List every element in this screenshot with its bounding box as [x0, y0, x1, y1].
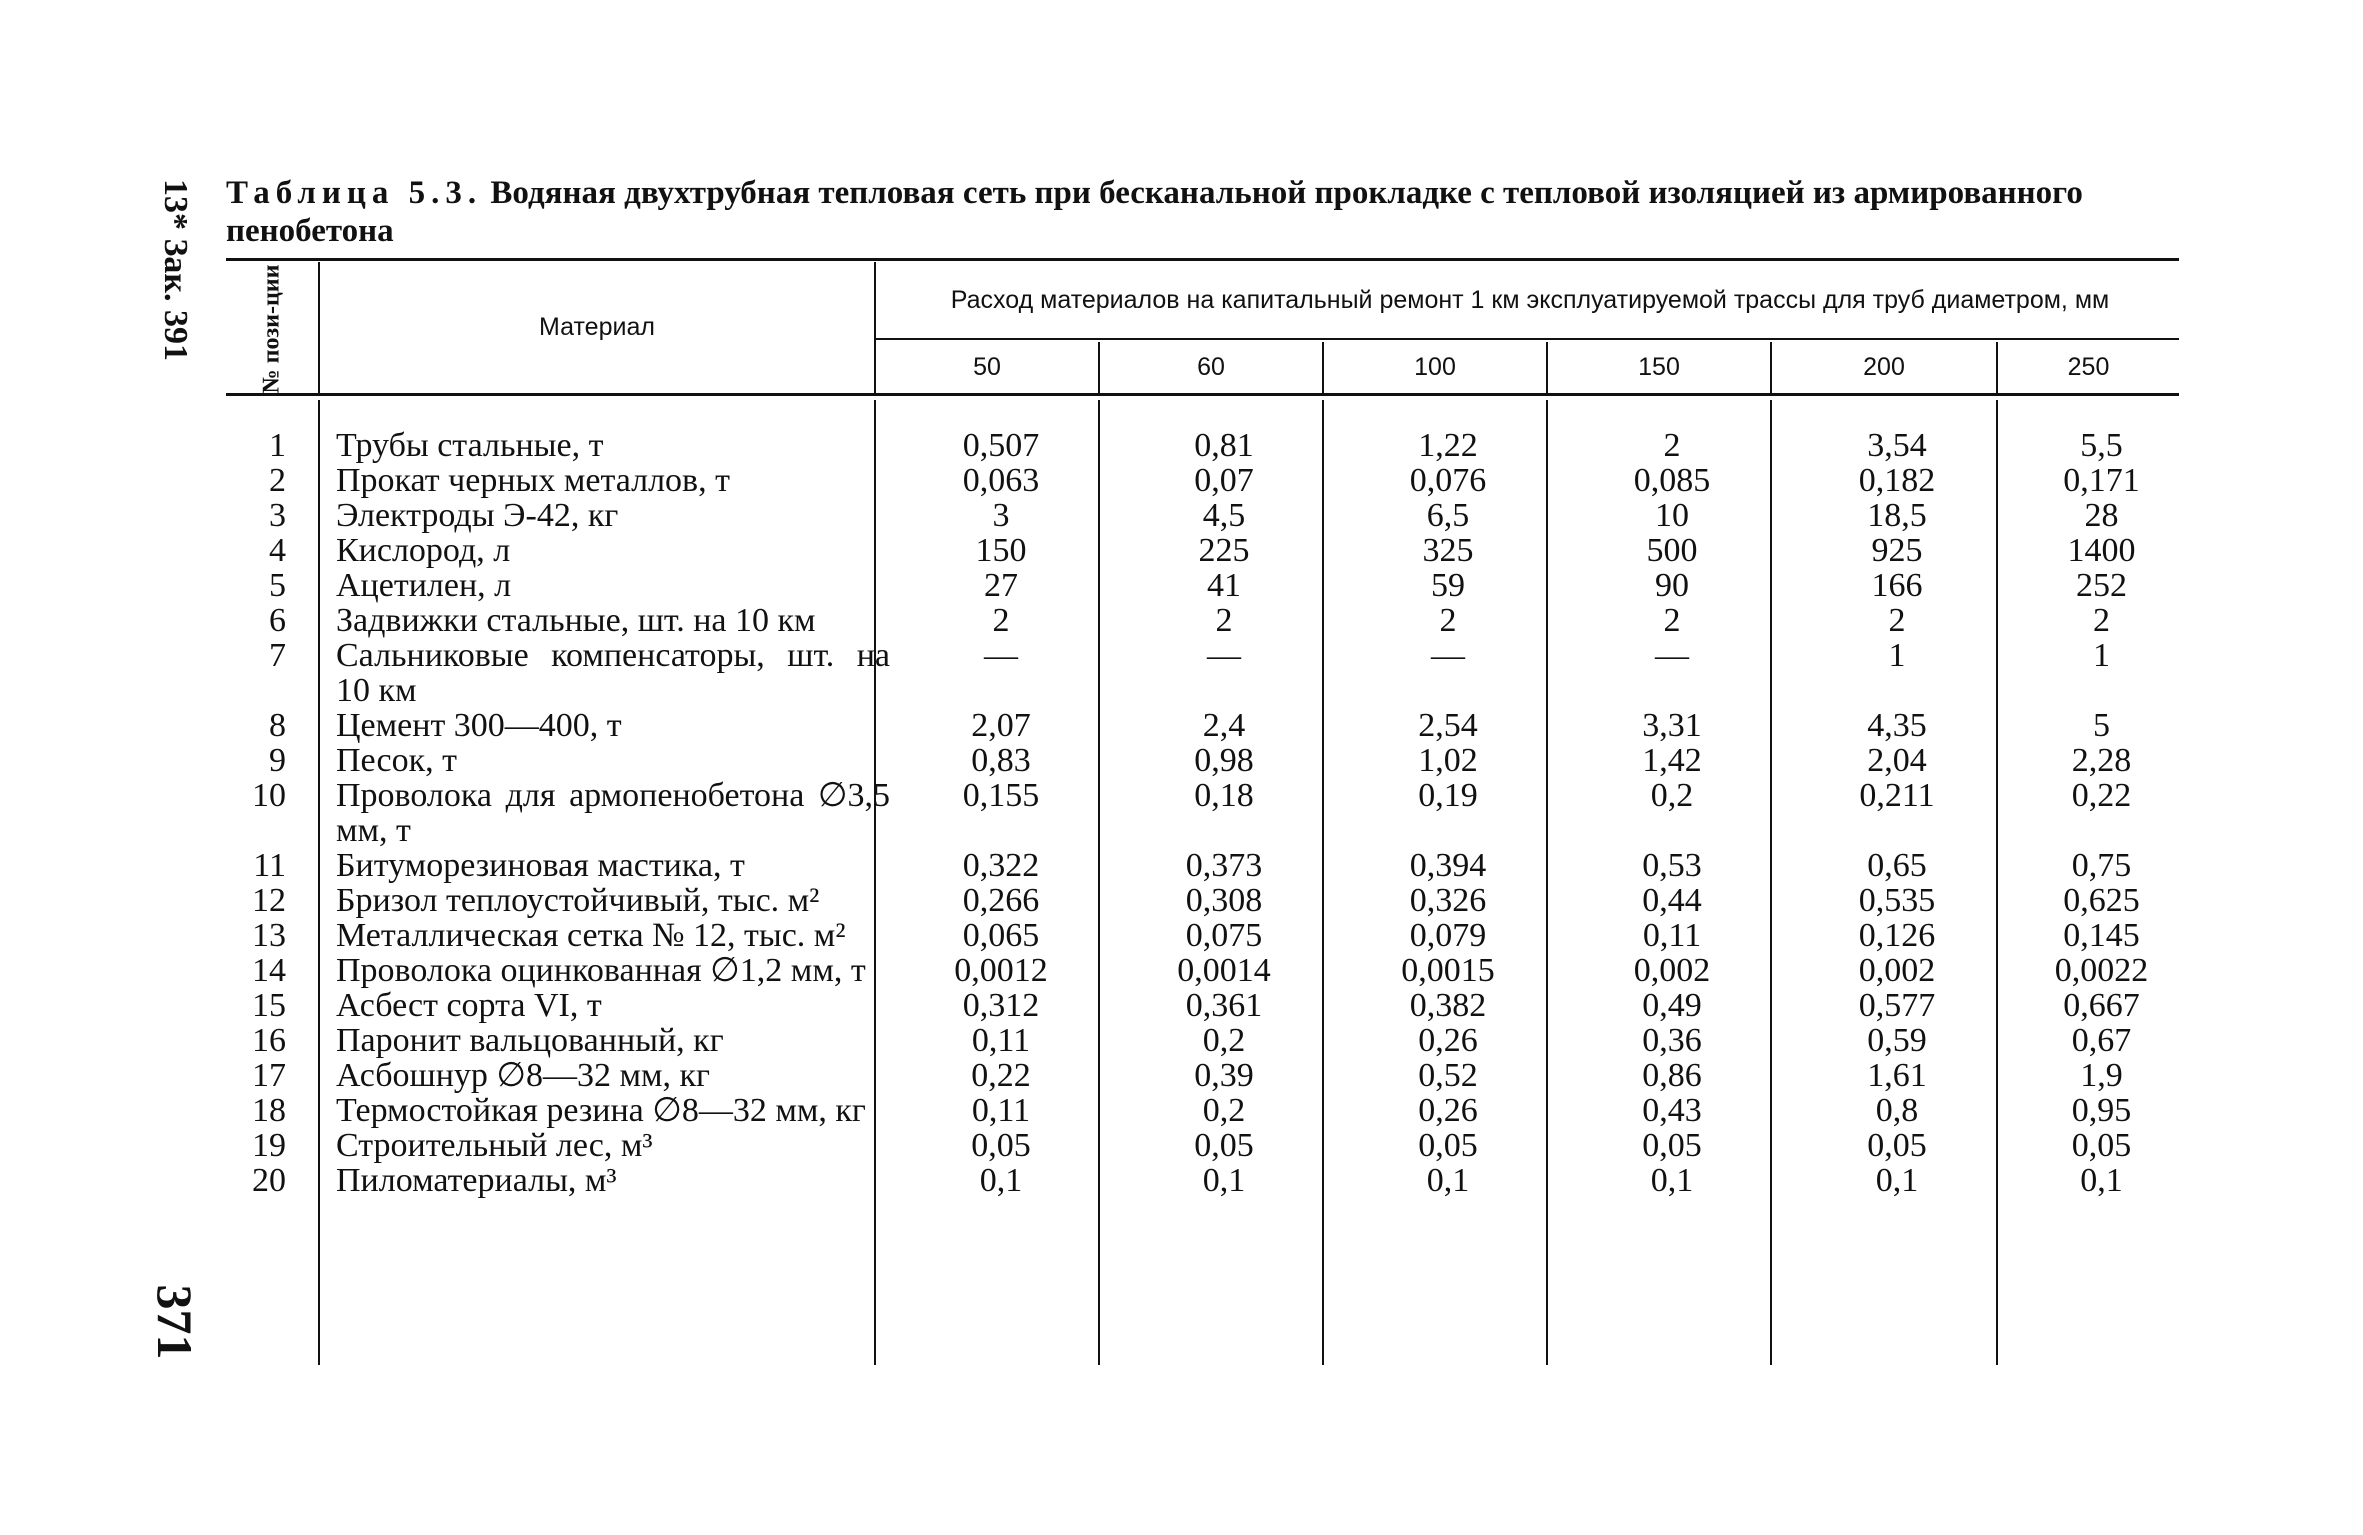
expense-value: 0,182 — [1858, 462, 1936, 499]
expense-value: 0,266 — [962, 882, 1040, 919]
expense-value: 0,22 — [971, 1057, 1031, 1094]
expense-value: 2 — [2093, 602, 2110, 639]
expense-value: 0,83 — [971, 742, 1031, 779]
expense-value: 0,063 — [962, 462, 1040, 499]
table-top-rule — [226, 258, 2179, 261]
expense-value: 2,54 — [1418, 707, 1478, 744]
material-name: Трубы стальные, т — [336, 427, 604, 464]
expense-value: 0,535 — [1858, 882, 1936, 919]
expense-value: 5 — [2093, 707, 2110, 744]
material-name: Проволока оцинкованная ∅1,2 мм, т — [336, 952, 866, 989]
expense-value: 0,86 — [1642, 1057, 1702, 1094]
expense-value: 0,59 — [1867, 1022, 1927, 1059]
expense-value: 252 — [2076, 567, 2127, 604]
position-number: 20 — [252, 1162, 286, 1199]
expense-value: 5,5 — [2080, 427, 2123, 464]
expense-value: 0,2 — [1202, 1092, 1246, 1129]
expense-value: 0,1 — [1650, 1162, 1694, 1199]
expense-value: 2,04 — [1867, 742, 1927, 779]
table-row — [232, 1058, 2193, 1093]
expense-value: 150 — [975, 532, 1027, 569]
expense-value: 0,2 — [1650, 777, 1694, 814]
expense-value: 0,26 — [1418, 1022, 1478, 1059]
expense-value: — — [984, 637, 1018, 674]
material-name: Паронит вальцованный, кг — [336, 1022, 724, 1059]
expense-value: 0,26 — [1418, 1092, 1478, 1129]
expense-value: 0,05 — [2071, 1127, 2132, 1164]
expense-value: 0,065 — [962, 917, 1040, 954]
expense-value: 0,52 — [1418, 1057, 1478, 1094]
position-number: 6 — [269, 602, 286, 639]
table-caption — [226, 174, 2176, 250]
position-number: 11 — [253, 847, 286, 884]
expense-value: 0,2 — [1202, 1022, 1246, 1059]
expense-value: 0,98 — [1194, 742, 1254, 779]
table-row — [232, 1163, 2193, 1198]
table-row — [232, 918, 2193, 953]
expense-value: 0,0015 — [1401, 952, 1495, 989]
expense-value: 0,81 — [1194, 427, 1254, 464]
expense-value: 0,1 — [979, 1162, 1023, 1199]
table-row — [232, 743, 2193, 778]
expense-value: 0,05 — [1418, 1127, 1478, 1164]
table-row — [232, 778, 2193, 848]
expense-value: 0,361 — [1185, 987, 1263, 1024]
position-number: 3 — [269, 497, 286, 534]
expense-value: 0,65 — [1867, 847, 1927, 884]
expense-value: 0,308 — [1185, 882, 1263, 919]
expense-value: 0,625 — [2063, 882, 2140, 919]
expense-value: 0,8 — [1875, 1092, 1919, 1129]
expense-value: 0,1 — [1426, 1162, 1470, 1199]
expense-value: 2 — [1439, 602, 1457, 639]
expense-value: 1,42 — [1642, 742, 1702, 779]
material-name: Битуморезиновая мастика, т — [336, 847, 745, 884]
expense-value: 4,5 — [1202, 497, 1246, 534]
position-number: 4 — [269, 532, 286, 569]
expense-value: 1,02 — [1418, 742, 1478, 779]
expense-value: 2 — [1663, 602, 1681, 639]
position-number: 17 — [252, 1057, 286, 1094]
header-diameter: 100 — [1414, 352, 1456, 381]
expense-value: 0,18 — [1194, 777, 1254, 814]
expense-value: 2 — [1888, 602, 1906, 639]
expense-value: 59 — [1431, 567, 1465, 604]
expense-value: 925 — [1871, 532, 1923, 569]
expense-value: 325 — [1422, 532, 1474, 569]
position-number: 9 — [269, 742, 286, 779]
expense-value: 0,394 — [1409, 847, 1487, 884]
position-number: 5 — [269, 567, 286, 604]
expense-value: 0,322 — [962, 847, 1040, 884]
expense-value: 0,155 — [962, 777, 1040, 814]
expense-value: 0,67 — [2071, 1022, 2132, 1059]
expense-value: 0,002 — [1633, 952, 1711, 989]
expense-value: 2,4 — [1202, 707, 1246, 744]
material-name: Проволока для армопенобетона ∅3,5 мм, т — [336, 777, 890, 849]
expense-value: 1 — [2093, 637, 2110, 674]
position-number: 13 — [252, 917, 286, 954]
table-row — [232, 1093, 2193, 1128]
expense-value: 2 — [1663, 427, 1681, 464]
material-name: Задвижки стальные, шт. на 10 км — [336, 602, 816, 639]
materials-table — [232, 428, 2193, 1198]
expense-value: 0,382 — [1409, 987, 1487, 1024]
material-name: Асбошнур ∅8—32 мм, кг — [336, 1057, 710, 1094]
expense-value: 2 — [1215, 602, 1233, 639]
table-row — [232, 603, 2193, 638]
expense-value: 0,1 — [2080, 1162, 2123, 1199]
table-row — [232, 708, 2193, 743]
expense-value: 0,507 — [962, 427, 1040, 464]
expense-value: 0,0012 — [954, 952, 1048, 989]
expense-value: 0,39 — [1194, 1057, 1254, 1094]
side-note: 13* Зак. 391 — [157, 178, 194, 362]
material-name: Пиломатериалы, м³ — [336, 1162, 617, 1199]
material-name: Прокат черных металлов, т — [336, 462, 730, 499]
position-number: 8 — [269, 707, 286, 744]
header-bottom-rule — [226, 393, 2179, 396]
expense-value: 225 — [1198, 532, 1250, 569]
expense-value: 0,43 — [1642, 1092, 1702, 1129]
expense-value: 1 — [1888, 637, 1906, 674]
material-name: Ацетилен, л — [336, 567, 512, 604]
table-row — [232, 1023, 2193, 1058]
material-name: Электроды Э-42, кг — [336, 497, 619, 534]
material-name: Строительный лес, м³ — [336, 1127, 653, 1164]
expense-value: 2,28 — [2071, 742, 2132, 779]
expense-value: 0,0014 — [1177, 952, 1271, 989]
header-diameter: 200 — [1863, 352, 1905, 381]
header-diameter: 150 — [1638, 352, 1680, 381]
expense-value: 0,75 — [2071, 847, 2132, 884]
position-number: 19 — [252, 1127, 286, 1164]
expense-value: 0,075 — [1185, 917, 1263, 954]
expense-value: 1,61 — [1867, 1057, 1927, 1094]
table-row — [232, 1128, 2193, 1163]
header-position-number: № пози-ции — [258, 264, 285, 394]
table-row — [232, 568, 2193, 603]
position-number: 16 — [252, 1022, 286, 1059]
expense-value: 4,35 — [1867, 707, 1927, 744]
caption-text: Водяная двухтрубная тепловая сеть при бесканальной прокладке с тепловой изоляцией из армированного пенобетона — [226, 175, 2083, 249]
expense-value: 0,145 — [2063, 917, 2140, 954]
position-number: 10 — [252, 777, 286, 814]
expense-value: 18,5 — [1867, 497, 1927, 534]
expense-value: — — [1431, 637, 1465, 674]
table-row — [232, 988, 2193, 1023]
expense-value: 27 — [984, 567, 1018, 604]
expense-value: 3,31 — [1642, 707, 1702, 744]
expense-value: 0,577 — [1858, 987, 1936, 1024]
expense-value: 0,0022 — [2054, 952, 2149, 989]
expense-value: — — [1207, 637, 1241, 674]
expense-value: 0,171 — [2063, 462, 2140, 499]
position-number: 18 — [252, 1092, 286, 1129]
expense-value: 0,05 — [1642, 1127, 1702, 1164]
expense-value: 2 — [992, 602, 1010, 639]
position-number: 15 — [252, 987, 286, 1024]
table-row — [232, 428, 2193, 463]
material-name: Бризол теплоустойчивый, тыс. м² — [336, 882, 820, 919]
position-number: 12 — [252, 882, 286, 919]
expense-value: 1,9 — [2080, 1057, 2123, 1094]
table-row — [232, 533, 2193, 568]
table-row — [232, 463, 2193, 498]
material-name: Цемент 300—400, т — [336, 707, 622, 744]
expense-value: — — [1655, 637, 1689, 674]
expense-value: 0,95 — [2071, 1092, 2132, 1129]
expense-value: 0,11 — [971, 1022, 1031, 1059]
expense-value: 0,44 — [1642, 882, 1702, 919]
expense-value: 0,1 — [1202, 1162, 1246, 1199]
position-number: 2 — [269, 462, 286, 499]
page-number: 371 — [147, 1284, 203, 1360]
expense-value: 28 — [2084, 497, 2119, 534]
table-row — [232, 498, 2193, 533]
expense-value: 1400 — [2067, 532, 2136, 569]
expense-value: 0,1 — [1875, 1162, 1919, 1199]
expense-value: 0,326 — [1409, 882, 1487, 919]
position-number: 7 — [269, 637, 286, 674]
expense-value: 3 — [992, 497, 1010, 534]
expense-value: 0,05 — [1867, 1127, 1927, 1164]
expense-value: 6,5 — [1426, 497, 1470, 534]
expense-value: 0,05 — [971, 1127, 1031, 1164]
table-row — [232, 953, 2193, 988]
expense-value: 0,05 — [1194, 1127, 1254, 1164]
material-name: Термостойкая резина ∅8—32 мм, кг — [336, 1092, 866, 1129]
header-diameter: 250 — [2067, 352, 2110, 381]
expense-value: 0,076 — [1409, 462, 1487, 499]
material-name: Сальниковые компенсаторы, шт. на 10 км — [336, 637, 890, 709]
position-number: 1 — [269, 427, 286, 464]
expense-value: 90 — [1655, 567, 1689, 604]
expense-value: 166 — [1871, 567, 1923, 604]
material-name: Песок, т — [336, 742, 457, 779]
expense-value: 0,19 — [1418, 777, 1478, 814]
expense-value: 0,49 — [1642, 987, 1702, 1024]
caption-lead: Таблица 5.3. — [226, 175, 483, 211]
material-name: Кислород, л — [336, 532, 511, 569]
expense-value: 0,53 — [1642, 847, 1702, 884]
expense-subheader-rule — [874, 338, 2179, 340]
expense-value: 0,07 — [1194, 462, 1254, 499]
expense-value: 0,002 — [1858, 952, 1936, 989]
position-number: 14 — [252, 952, 286, 989]
expense-value: 0,211 — [1859, 777, 1935, 814]
table-row — [232, 638, 2193, 708]
material-name: Металлическая сетка № 12, тыс. м² — [336, 917, 846, 954]
header-diameter: 60 — [1197, 352, 1225, 381]
expense-value: 41 — [1207, 567, 1241, 604]
expense-value: 1,22 — [1418, 427, 1478, 464]
header-diameter: 50 — [973, 352, 1001, 381]
material-name: Асбест сорта VI, т — [336, 987, 602, 1024]
header-material: Материал — [539, 312, 655, 341]
expense-value: 0,126 — [1858, 917, 1936, 954]
table-row — [232, 848, 2193, 883]
expense-value: 0,667 — [2063, 987, 2140, 1024]
expense-value: 0,36 — [1642, 1022, 1702, 1059]
expense-value: 3,54 — [1867, 427, 1927, 464]
expense-value: 0,11 — [971, 1092, 1031, 1129]
expense-value: 2,07 — [971, 707, 1031, 744]
expense-value: 0,373 — [1185, 847, 1263, 884]
expense-value: 10 — [1655, 497, 1689, 534]
header-expense: Расход материалов на капитальный ремонт 1 км эксплуатируемой трассы для труб диаметром, мм — [950, 285, 2110, 314]
expense-value: 0,22 — [2071, 777, 2132, 814]
table-row — [232, 883, 2193, 918]
expense-value: 0,085 — [1633, 462, 1711, 499]
expense-value: 0,312 — [962, 987, 1040, 1024]
expense-value: 0,079 — [1409, 917, 1487, 954]
expense-value: 500 — [1646, 532, 1698, 569]
expense-value: 0,11 — [1642, 917, 1702, 954]
